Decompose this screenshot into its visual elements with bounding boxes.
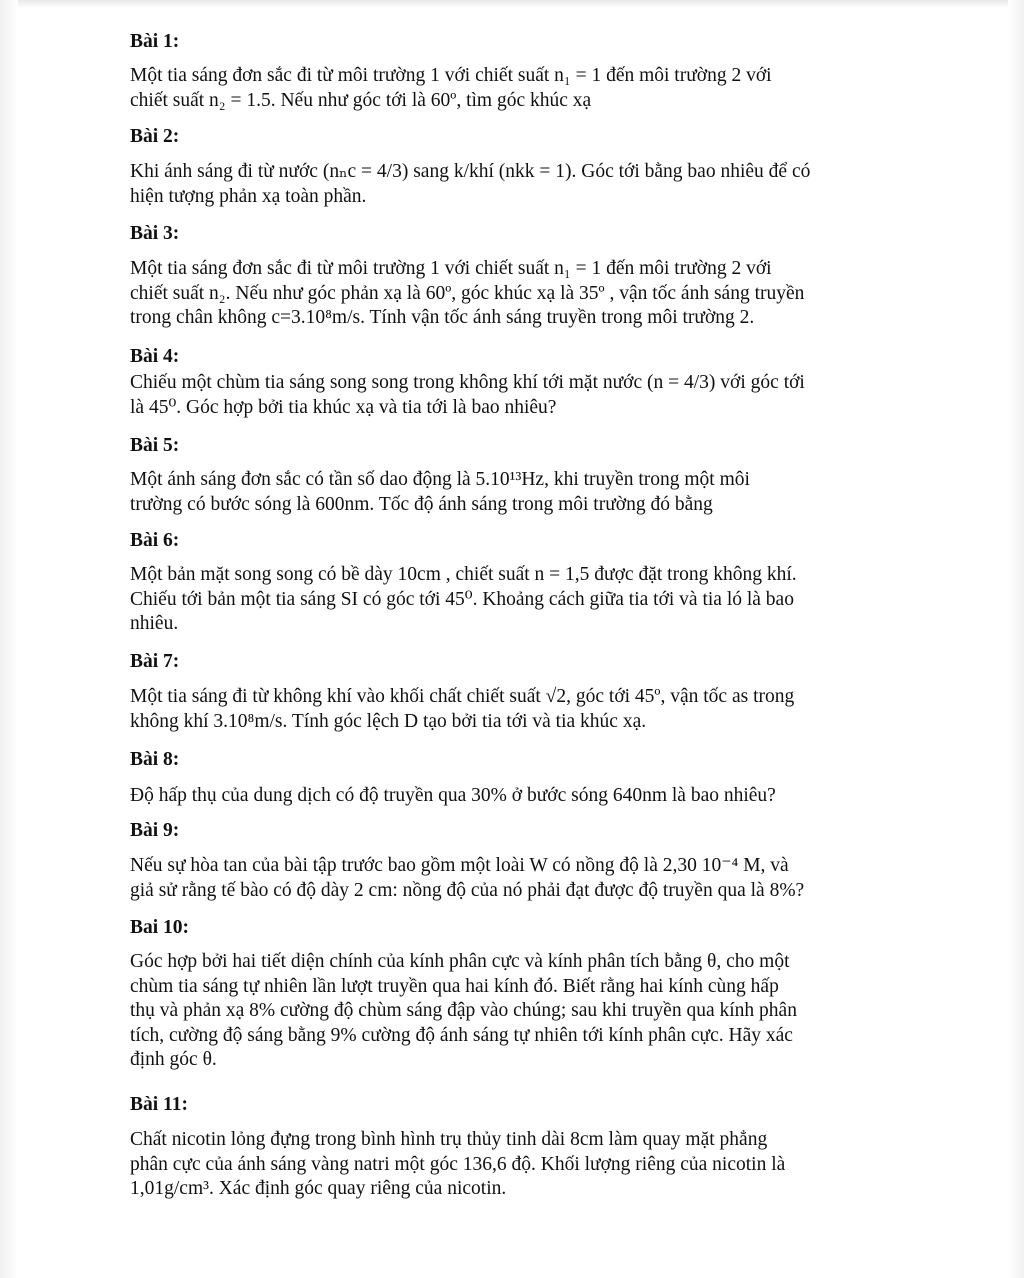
problem-line: nhiêu. [130, 613, 179, 634]
problem-title: Bài 1: [130, 31, 180, 52]
problem-title: Bài 7: [130, 651, 180, 672]
problem-1 [130, 30, 900, 113]
problem-4 [130, 345, 900, 420]
problem-3 [130, 222, 900, 331]
problem-6 [130, 529, 900, 637]
problem-line: Độ hấp thụ của dung dịch có độ truyền qua 30% ở bước sóng 640nm là bao nhiêu? [130, 785, 776, 806]
problem-line: Một tia sáng đơn sắc đi từ môi trường 1 với chiết suất n₁ = 1 đến môi trường 2 với [130, 258, 772, 279]
problem-line: giả sử rằng tế bào có độ dày 2 cm: nồng độ của nó phải đạt được độ truyền qua là 8%? [130, 879, 805, 901]
problem-line: Chất nicotin lỏng đựng trong bình hình trụ thủy tinh dài 8cm làm quay mặt phẳng [130, 1129, 768, 1150]
problem-text [130, 784, 900, 809]
problem-title: Bài 8: [130, 749, 180, 770]
problem-9 [130, 819, 900, 903]
problem-line: Chiếu tới bản một tia sáng SI có góc tới 45⁰. Khoảng cách giữa tia tới và tia ló là bao [130, 588, 794, 610]
problem-line: chùm tia sáng tự nhiên lần lượt truyền qua hai kính đó. Biết rằng hai kính cùng hấp [130, 975, 779, 997]
problem-text [130, 685, 900, 734]
problem-title: Bài 9: [130, 820, 180, 841]
problem-line: Góc hợp bởi hai tiết diện chính của kính phân cực và kính phân tích bằng θ, cho một [130, 951, 790, 972]
problem-line: Một tia sáng đi từ không khí vào khối chất chiết suất √2, góc tới 45º, vận tốc as trong [130, 686, 795, 707]
problem-text [130, 371, 900, 420]
problem-2 [130, 125, 900, 209]
problem-line: Một ánh sáng đơn sắc có tần số dao động là 5.10¹³Hz, khi truyền trong một môi [130, 469, 750, 490]
page-top-shadow [0, 0, 1024, 8]
problem-text [130, 950, 900, 1073]
problem-line: không khí 3.10⁸m/s. Tính góc lệch D tạo bởi tia tới và tia khúc xạ. [130, 710, 647, 732]
problem-title: Bài 11: [130, 1094, 188, 1115]
problem-line: thụ và phản xạ 8% cường độ chùm sáng đập vào chúng; sau khi truyền qua kính phân [130, 1000, 797, 1021]
problem-line: 1,01g/cm³. Xác định góc quay riêng của nicotin. [130, 1178, 507, 1199]
problem-line: là 45⁰. Góc hợp bởi tia khúc xạ và tia tới là bao nhiêu? [130, 396, 557, 418]
problem-line: định góc θ. [130, 1049, 217, 1070]
problem-title: Bai 10: [130, 917, 190, 938]
problem-line: phân cực của ánh sáng vàng natri một góc 136,6 độ. Khối lượng riêng của nicotin là [130, 1153, 786, 1175]
problem-11 [130, 1093, 900, 1202]
problem-7 [130, 650, 900, 734]
problem-line: Chiếu một chùm tia sáng song song trong không khí tới mặt nước (n = 4/3) với góc tới [130, 372, 805, 393]
page-left-shadow [0, 0, 18, 1278]
problem-title: Bài 2: [130, 126, 180, 147]
problem-text [130, 563, 900, 637]
problem-line: Khi ánh sáng đi từ nước (nₙc = 4/3) sang k/khí (nkk = 1). Góc tới bằng bao nhiêu để có [130, 161, 811, 182]
problem-title: Bài 6: [130, 530, 180, 551]
problem-title: Bài 3: [130, 223, 180, 244]
problem-line: chiết suất n₂. Nếu như góc phản xạ là 60º, góc khúc xạ là 35º , vận tốc ánh sáng truyền [130, 282, 805, 304]
problem-line: hiện tượng phản xạ toàn phần. [130, 185, 367, 207]
problem-8 [130, 748, 900, 809]
problem-5 [130, 434, 900, 517]
problem-text [130, 160, 900, 209]
problem-line: Nếu sự hòa tan của bài tập trước bao gồm một loài W có nồng độ là 2,30 10⁻⁴ M, và [130, 855, 789, 876]
problem-title: Bài 4: [130, 346, 180, 367]
page-right-shadow [1008, 0, 1024, 1278]
problem-line: trường có bước sóng là 600nm. Tốc độ ánh sáng trong môi trường đó bằng [130, 493, 713, 515]
problem-title: Bài 5: [130, 435, 180, 456]
problem-line: Một tia sáng đơn sắc đi từ môi trường 1 với chiết suất n₁ = 1 đến môi trường 2 với [130, 65, 772, 86]
problem-line: tích, cường độ sáng bằng 9% cường độ ánh sáng tự nhiên tới kính phân cực. Hãy xác [130, 1024, 793, 1046]
problem-text [130, 257, 900, 331]
problem-line: trong chân không c=3.10⁸m/s. Tính vận tốc ánh sáng truyền trong môi trường 2. [130, 307, 755, 328]
problem-text [130, 468, 900, 517]
problem-text [130, 1128, 900, 1202]
problem-line: Một bản mặt song song có bề dày 10cm , chiết suất n = 1,5 được đặt trong không khí. [130, 564, 797, 585]
problem-text [130, 854, 900, 903]
problem-10 [130, 916, 900, 1073]
problem-text [130, 64, 900, 113]
problem-line: chiết suất n₂ = 1.5. Nếu như góc tới là 60º, tìm góc khúc xạ [130, 89, 592, 111]
